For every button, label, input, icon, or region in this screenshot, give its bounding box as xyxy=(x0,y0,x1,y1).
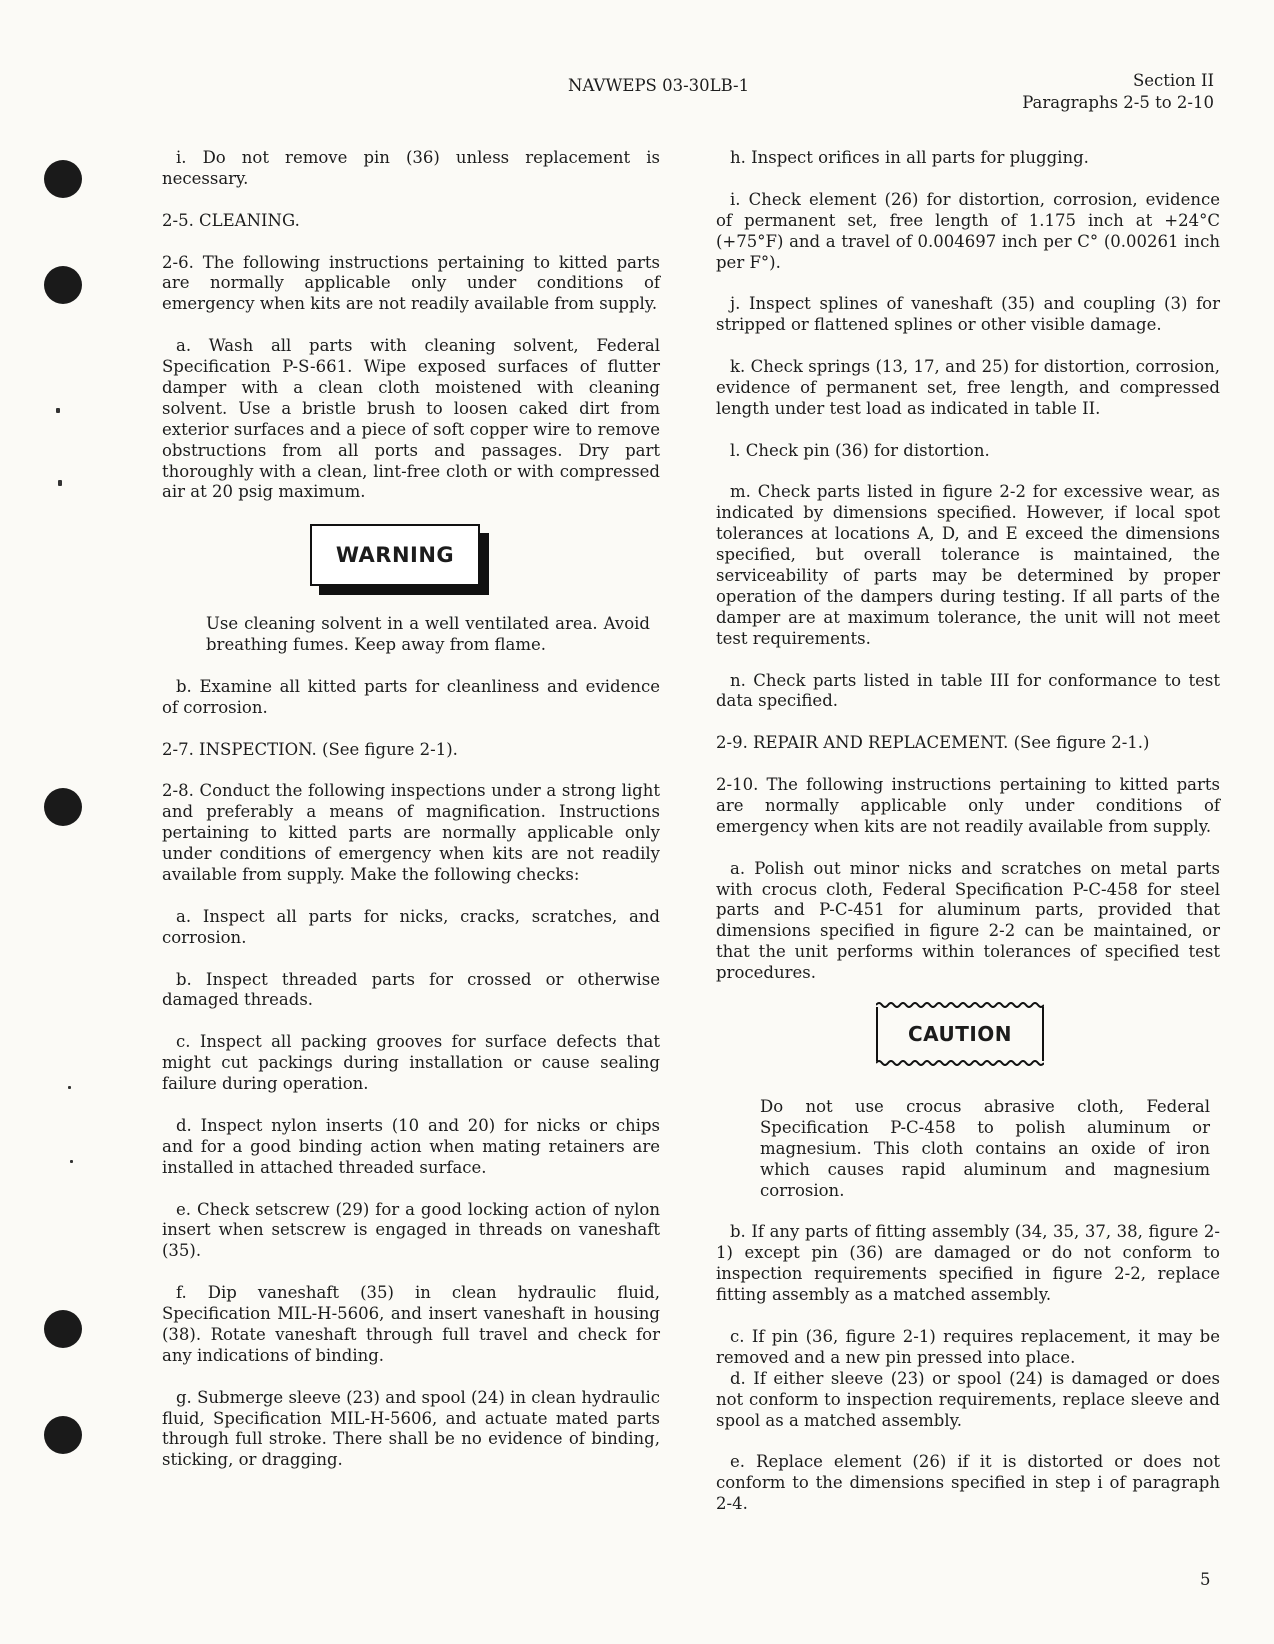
caution-label-text: CAUTION xyxy=(907,1021,1013,1046)
list-item: f. Dip vaneshaft (35) in clean hydraulic fluid, Specification MIL-H-5606, and insert vaneshaft in housing (38). Rotate vaneshaft through full travel and check for any indications of binding. xyxy=(162,1283,660,1365)
list-item: m. Check parts listed in figure 2-2 for excessive wear, as indicated by dimensions specified. However, if local spot tolerances at locations A, D, and E exceed the dimensions specified, but overall tolerance is maintained, the serviceability of parts may be determined by proper operation of the dampers during testing. If all parts of the damper are at maximum tolerance, the unit will not meet test requirements. xyxy=(716,482,1220,648)
caution-block xyxy=(716,1005,1220,1097)
binder-hole xyxy=(44,266,82,304)
heading-inspection: 2-7. INSPECTION. (See figure 2-1). xyxy=(162,739,458,759)
binder-hole xyxy=(44,788,82,826)
warning-label: WARNING xyxy=(310,524,480,586)
list-item: e. Replace element (26) if it is distorted or does not conform to the dimensions specified in step i of paragraph 2-4. xyxy=(716,1452,1220,1514)
caution-label xyxy=(876,1007,1044,1061)
list-item: c. Inspect all packing grooves for surface defects that might cut packings during installation or cause sealing failure during operation. xyxy=(162,1032,660,1094)
scan-mark xyxy=(70,1160,73,1163)
warning-block xyxy=(162,524,660,610)
binder-hole xyxy=(44,160,82,198)
list-item: g. Submerge sleeve (23) and spool (24) in clean hydraulic fluid, Specification MIL-H-5606, and actuate mated parts through full stroke. There shall be no evidence of binding, sticking, or dragging. xyxy=(162,1387,660,1470)
paragraph: a. Wash all parts with cleaning solvent, Federal Specification P-S-661. Wipe exposed surfaces of flutter damper with a clean cloth moistened with cleaning solvent. Use a bristle brush to loosen caked dirt from exterior surfaces and a piece of soft copper wire to remove obstructions from all ports and passages. Dry part thoroughly with a clean, lint-free cloth or with compressed air at 20 psig maximum. xyxy=(162,336,660,502)
list-item: j. Inspect splines of vaneshaft (35) and coupling (3) for stripped or flattened splines or other visible damage. xyxy=(716,294,1220,335)
list-item: b. Inspect threaded parts for crossed or otherwise damaged threads. xyxy=(162,969,660,1010)
paragraph: 2-6. The following instructions pertaining to kitted parts are normally applicable only under conditions of emergency when kits are not readily available from supply. xyxy=(162,252,660,314)
document-number: NAVWEPS 03-30LB-1 xyxy=(568,76,750,95)
heading-repair: 2-9. REPAIR AND REPLACEMENT. (See figure 2-1.) xyxy=(716,733,1150,753)
paragraph: 2-8. Conduct the following inspections under a strong light and preferably a means of magnification. Instructions pertaining to kitted parts are normally applicable only under conditions of emergency when kits are not readily available from supply. Make the following checks: xyxy=(162,781,660,885)
list-item: a. Polish out minor nicks and scratches on metal parts with crocus cloth, Federal Specification P-C-458 for steel parts and P-C-451 for aluminum parts, provided that dimensions specified in figure 2-2 can be maintained, or that the unit performs within tolerances of specified test procedures. xyxy=(716,858,1220,983)
list-item: k. Check springs (13, 17, and 25) for distortion, corrosion, evidence of permanent set, free length, and compressed length under test load as indicated in table II. xyxy=(716,357,1220,418)
list-item: h. Inspect orifices in all parts for plugging. xyxy=(730,148,1089,167)
paragraph: b. Examine all kitted parts for cleanliness and evidence of corrosion. xyxy=(162,676,660,717)
list-item: d. If either sleeve (23) or spool (24) is damaged or does not conform to inspection requirements, replace sleeve and spool as a matched assembly. xyxy=(716,1368,1220,1430)
list-item: d. Inspect nylon inserts (10 and 20) for nicks or chips and for a good binding action when mating retainers are installed in attached threaded surface. xyxy=(162,1115,660,1177)
list-item: a. Inspect all parts for nicks, cracks, scratches, and corrosion. xyxy=(162,906,660,947)
list-item: c. If pin (36, figure 2-1) requires replacement, it may be removed and a new pin pressed into place. xyxy=(716,1326,1220,1367)
scan-mark xyxy=(56,408,60,413)
wavy-border-top xyxy=(876,1001,1044,1009)
caution-text: Do not use crocus abrasive cloth, Federal Specification P-C-458 to polish aluminum or magnesium. This cloth contains an oxide of iron which causes rapid aluminum and magnesium corrosion. xyxy=(760,1097,1210,1200)
list-item: i. Check element (26) for distortion, corrosion, evidence of permanent set, free length of 1.175 inch at +24°C (+75°F) and a travel of 0.004697 inch per C° (0.00261 inch per F°). xyxy=(716,189,1220,272)
page-number: 5 xyxy=(1200,1570,1211,1589)
scan-mark xyxy=(68,1086,71,1089)
left-column xyxy=(162,148,660,1492)
scan-mark xyxy=(58,480,62,486)
list-item: b. If any parts of fitting assembly (34, 35, 37, 38, figure 2-1) except pin (36) are damaged or do not conform to inspection requirements specified in figure 2-2, replace fitting assembly as a matched assembly. xyxy=(716,1222,1220,1305)
list-item: e. Check setscrew (29) for a good locking action of nylon insert when setscrew is engaged in threads on vaneshaft (35). xyxy=(162,1199,660,1261)
paragraphs-range: Paragraphs 2-5 to 2-10 xyxy=(1022,93,1214,112)
heading-cleaning: 2-5. CLEANING. xyxy=(162,210,300,230)
right-column xyxy=(716,148,1220,1536)
section-label: Section II xyxy=(1132,71,1214,90)
warning-text: Use cleaning solvent in a well ventilated area. Avoid breathing fumes. Keep away from flame. xyxy=(206,614,650,655)
paragraph: i. Do not remove pin (36) unless replacement is necessary. xyxy=(162,148,660,188)
binder-hole xyxy=(44,1310,82,1348)
wavy-border-bottom xyxy=(876,1059,1044,1067)
list-item: n. Check parts listed in table III for conformance to test data specified. xyxy=(716,670,1220,711)
list-item: l. Check pin (36) for distortion. xyxy=(730,440,990,460)
binder-hole xyxy=(44,1416,82,1454)
section-header xyxy=(1022,70,1214,114)
paragraph: 2-10. The following instructions pertaining to kitted parts are normally applicable only under conditions of emergency when kits are not readily available from supply. xyxy=(716,775,1220,836)
